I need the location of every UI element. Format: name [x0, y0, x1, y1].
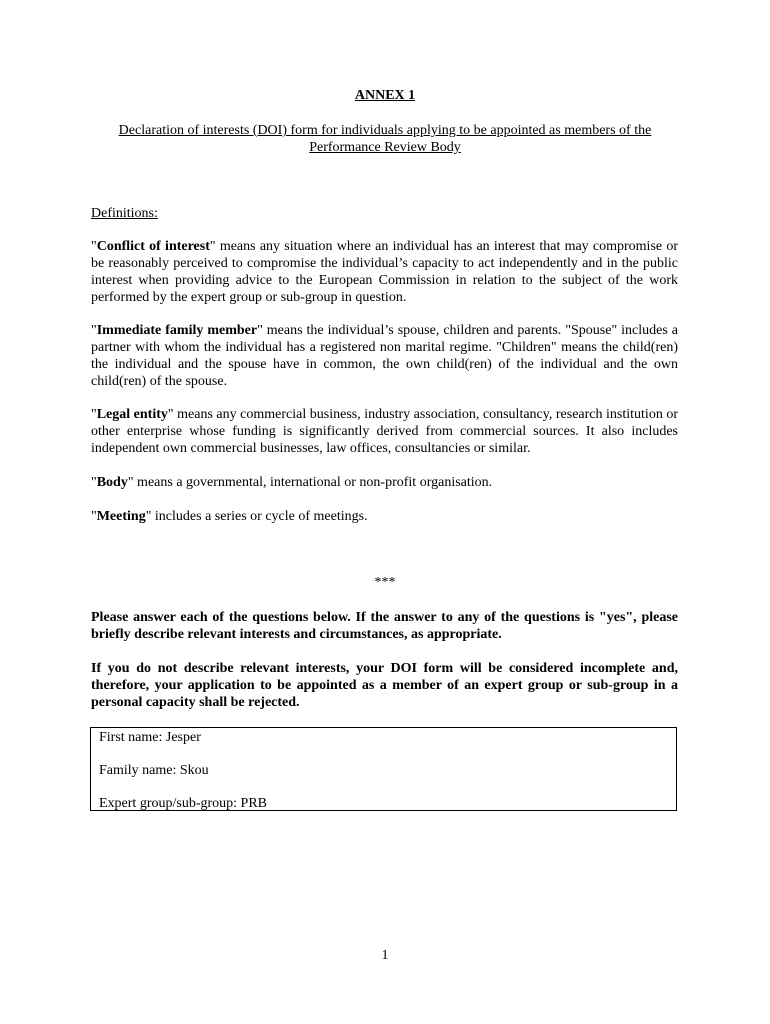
definition-term: Conflict of interest — [96, 239, 210, 254]
definition-text: " means a governmental, international or non-profit organisation. — [127, 475, 493, 490]
definition-text: " means any situation where an individual has an interest that may compromise or be reasonably perceived to compromise the individual’s capacity to act independently and in the public interest when providing advice to the European Commission in relation to the subject of the work performed by the expert group or sub-group in question. — [91, 239, 678, 305]
definition-open-quote: " — [91, 475, 97, 490]
definitions-heading: Definitions: — [91, 206, 158, 221]
section-separator: *** — [374, 575, 396, 590]
definition-open-quote: " — [91, 323, 97, 338]
definition-legal-entity — [91, 406, 678, 457]
definition-term: Body — [96, 475, 128, 490]
definition-text: " includes a series or cycle of meetings. — [145, 509, 368, 524]
definition-open-quote: " — [91, 407, 97, 422]
annex-title: ANNEX 1 — [354, 88, 416, 103]
family-name-field: Family name: Skou — [99, 763, 209, 778]
instruction-incomplete-warning: If you do not describe relevant interests, your DOI form will be considered incomplete and, therefore, your application to be appointed as a member of an expert group or sub-group in a personal capacity shall be rejected. — [91, 661, 678, 710]
definition-term: Immediate family member — [96, 323, 258, 338]
applicant-info-box — [90, 727, 677, 811]
page-number: 1 — [381, 948, 389, 963]
document-subtitle: Declaration of interests (DOI) form for individuals applying to be appointed as members of the Performance Review Body — [118, 123, 652, 155]
definition-term: Legal entity — [96, 407, 168, 422]
definition-text: " means the individual’s spouse, children and parents. "Spouse" includes a partner with whom the individual has a registered non marital regime. "Children" means the child(ren) the individual and the spouse have in common, the own child(ren) of the individual and the own child(ren) of the spouse. — [91, 323, 678, 389]
definition-conflict-of-interest — [91, 238, 678, 306]
definition-immediate-family-member — [91, 322, 678, 390]
instruction-answer-questions: Please answer each of the questions below. If the answer to any of the questions is "yes", please briefly describe relevant interests and circumstances, as appropriate. — [91, 610, 678, 642]
expert-group-field: Expert group/sub-group: PRB — [99, 796, 267, 811]
definition-text: " means any commercial business, industry association, consultancy, research institution or other enterprise whose funding is significantly derived from commercial sources. It also includes independent own commercial businesses, law offices, consultancies or similar. — [91, 407, 678, 456]
definition-meeting — [91, 508, 678, 525]
definition-body — [91, 474, 678, 491]
definition-open-quote: " — [91, 509, 97, 524]
first-name-field: First name: Jesper — [99, 730, 201, 745]
definition-term: Meeting — [96, 509, 146, 524]
definition-open-quote: " — [91, 239, 97, 254]
